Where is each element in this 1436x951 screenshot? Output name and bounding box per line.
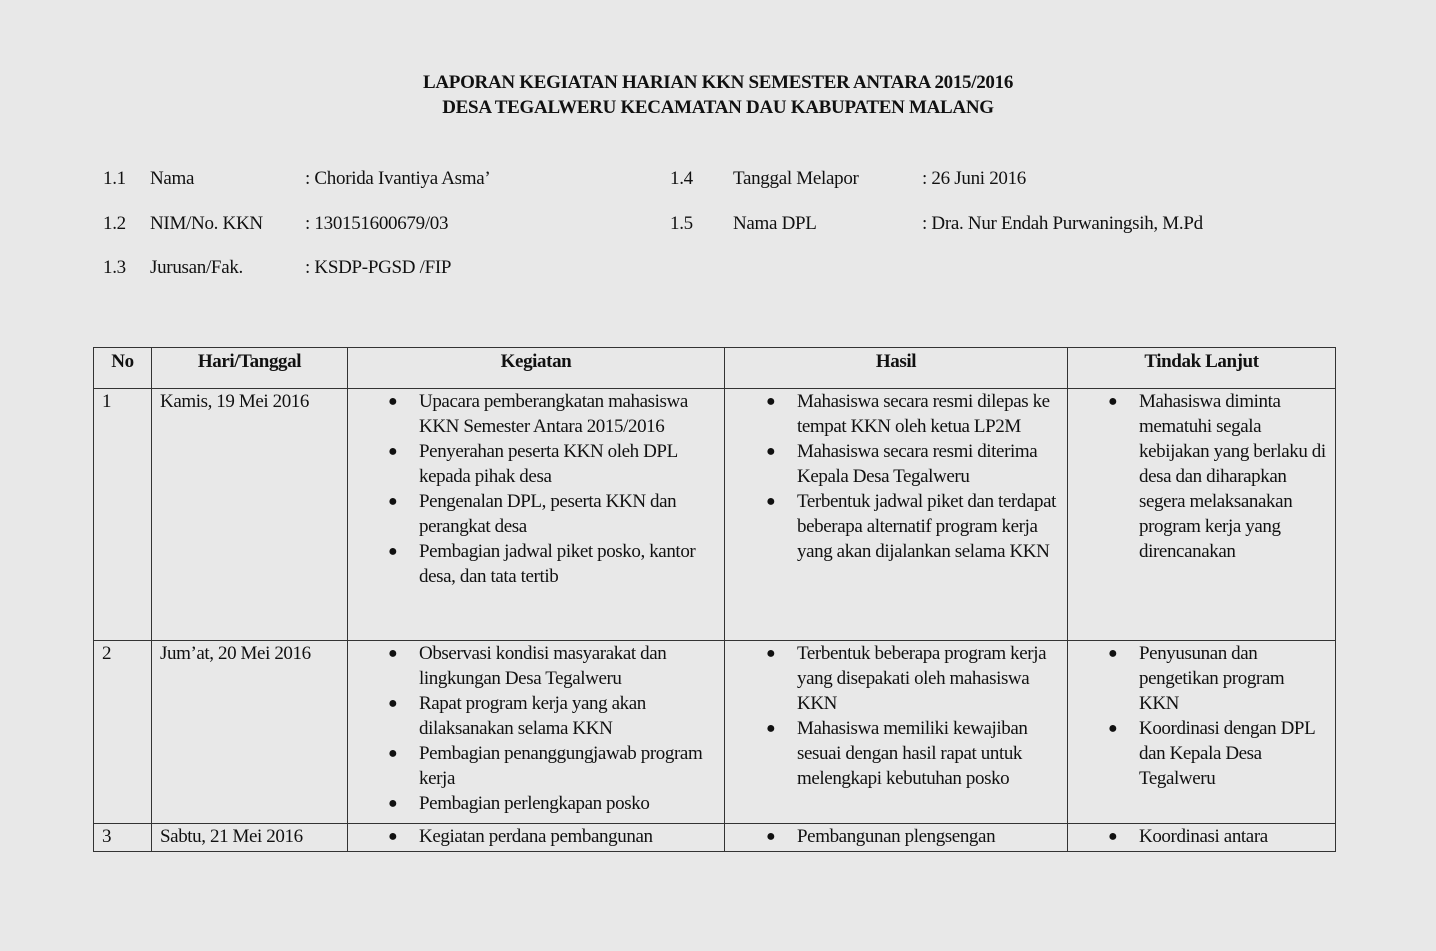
list-item-text: Mahasiswa memiliki kewajiban sesuai dengan hasil rapat untuk melengkapi kebutuhan posko — [797, 718, 1028, 789]
list-item-text: Upacara pemberangkatan mahasiswa KKN Semester Antara 2015/2016 — [419, 391, 688, 437]
bullet-icon: ● — [388, 795, 398, 812]
list-item — [388, 824, 716, 849]
list-item-text: Terbentuk beberapa program kerja yang disepakati oleh mahasiswa KKN — [797, 643, 1047, 714]
list-item — [1108, 824, 1327, 849]
cell-kegiatan — [348, 389, 725, 641]
list-item — [388, 389, 716, 439]
list-item — [766, 489, 1059, 564]
list-item — [766, 716, 1059, 791]
list-item-text: Observasi kondisi masyarakat dan lingkungan Desa Tegalweru — [419, 643, 667, 689]
header-no: No — [94, 348, 152, 389]
table-row — [94, 824, 1336, 852]
bullet-icon: ● — [388, 543, 398, 560]
list-item — [388, 791, 716, 816]
list-item — [766, 389, 1059, 439]
info-row-dpl — [670, 212, 1310, 236]
list-item-text: Pembagian jadwal piket posko, kantor desa, dan tata tertib — [419, 541, 696, 587]
cell-hasil — [725, 641, 1068, 824]
list-item-text: Penyusunan dan pengetikan program KKN — [1139, 643, 1285, 714]
list-item — [1108, 716, 1327, 791]
info-number: 1.1 — [103, 168, 126, 189]
list-item-text: Mahasiswa diminta mematuhi segala kebijakan yang berlaku di desa dan diharapkan segera melaksanakan program kerja yang direncanakan — [1139, 391, 1326, 562]
info-number: 1.5 — [670, 213, 693, 234]
bullet-icon: ● — [388, 745, 398, 762]
info-row-jurusan — [103, 256, 663, 280]
cell-tindak-lanjut — [1068, 824, 1336, 852]
info-value: : 130151600679/03 — [305, 213, 449, 234]
bullet-icon: ● — [1108, 720, 1118, 737]
list-item-text: Koordinasi antara — [1139, 826, 1268, 847]
info-value: : 26 Juni 2016 — [922, 168, 1027, 189]
cell-tindak-lanjut — [1068, 641, 1336, 824]
list-item-text: Kegiatan perdana pembangunan — [419, 826, 653, 847]
table-header-row — [94, 348, 1336, 389]
list-item-text: Rapat program kerja yang akan dilaksanakan selama KKN — [419, 693, 646, 739]
list-item — [1108, 641, 1327, 716]
cell-day: Jum’at, 20 Mei 2016 — [152, 641, 348, 824]
cell-day: Sabtu, 21 Mei 2016 — [152, 824, 348, 852]
list-item — [766, 824, 1059, 849]
list-item — [388, 489, 716, 539]
info-row-tanggal — [670, 167, 1310, 191]
list-item — [388, 539, 716, 589]
cell-no: 3 — [94, 824, 152, 852]
cell-no: 1 — [94, 389, 152, 641]
info-row-nim — [103, 212, 663, 236]
cell-no: 2 — [94, 641, 152, 824]
cell-tindak-lanjut — [1068, 389, 1336, 641]
info-number: 1.2 — [103, 213, 126, 234]
bullet-icon: ● — [388, 645, 398, 662]
list-item-text: Pembagian perlengkapan posko — [419, 793, 650, 814]
bullet-icon: ● — [766, 828, 776, 845]
bullet-icon: ● — [766, 393, 776, 410]
info-label: Nama — [150, 168, 195, 189]
cell-hasil — [725, 824, 1068, 852]
bullet-icon: ● — [1108, 828, 1118, 845]
list-item-text: Mahasiswa secara resmi dilepas ke tempat KKN oleh ketua LP2M — [797, 391, 1050, 437]
info-number: 1.4 — [670, 168, 693, 189]
list-item — [388, 741, 716, 791]
list-item — [766, 641, 1059, 716]
title-line-1: LAPORAN KEGIATAN HARIAN KKN SEMESTER ANTARA 2015/2016 — [422, 72, 1014, 93]
bullet-icon: ● — [388, 828, 398, 845]
table-row — [94, 641, 1336, 824]
bullet-icon: ● — [766, 443, 776, 460]
info-label: Nama DPL — [733, 213, 817, 234]
bullet-icon: ● — [1108, 393, 1118, 410]
info-label: Tanggal Melapor — [733, 168, 859, 189]
list-item — [388, 691, 716, 741]
header-kegiatan: Kegiatan — [348, 348, 725, 389]
cell-hasil — [725, 389, 1068, 641]
list-item-text: Koordinasi dengan DPL dan Kepala Desa Tegalweru — [1139, 718, 1315, 789]
report-title — [0, 70, 1436, 120]
bullet-icon: ● — [766, 720, 776, 737]
list-item — [766, 439, 1059, 489]
cell-day: Kamis, 19 Mei 2016 — [152, 389, 348, 641]
info-value: : Dra. Nur Endah Purwaningsih, M.Pd — [922, 213, 1203, 234]
cell-kegiatan — [348, 824, 725, 852]
list-item-text: Pembangunan plengsengan — [797, 826, 996, 847]
list-item — [388, 439, 716, 489]
info-value: : Chorida Ivantiya Asma’ — [305, 168, 491, 189]
activity-table — [93, 347, 1336, 852]
info-label: NIM/No. KKN — [150, 213, 263, 234]
list-item-text: Mahasiswa secara resmi diterima Kepala Desa Tegalweru — [797, 441, 1038, 487]
table-row — [94, 389, 1336, 641]
bullet-icon: ● — [388, 393, 398, 410]
list-item-text: Penyerahan peserta KKN oleh DPL kepada pihak desa — [419, 441, 678, 487]
bullet-icon: ● — [388, 493, 398, 510]
header-tindak-lanjut: Tindak Lanjut — [1068, 348, 1336, 389]
info-number: 1.3 — [103, 257, 126, 278]
list-item-text: Terbentuk jadwal piket dan terdapat beberapa alternatif program kerja yang akan dijalankan selama KKN — [797, 491, 1057, 562]
bullet-icon: ● — [388, 695, 398, 712]
list-item-text: Pengenalan DPL, peserta KKN dan perangkat desa — [419, 491, 677, 537]
list-item — [388, 641, 716, 691]
bullet-icon: ● — [766, 645, 776, 662]
info-value: : KSDP-PGSD /FIP — [305, 257, 452, 278]
title-line-2: DESA TEGALWERU KECAMATAN DAU KABUPATEN MALANG — [442, 97, 994, 118]
info-row-name — [103, 167, 663, 191]
bullet-icon: ● — [766, 493, 776, 510]
info-label: Jurusan/Fak. — [150, 257, 243, 278]
bullet-icon: ● — [388, 443, 398, 460]
cell-kegiatan — [348, 641, 725, 824]
header-hasil: Hasil — [725, 348, 1068, 389]
list-item — [1108, 389, 1327, 564]
list-item-text: Pembagian penanggungjawab program kerja — [419, 743, 703, 789]
bullet-icon: ● — [1108, 645, 1118, 662]
header-hari-tanggal: Hari/Tanggal — [152, 348, 348, 389]
